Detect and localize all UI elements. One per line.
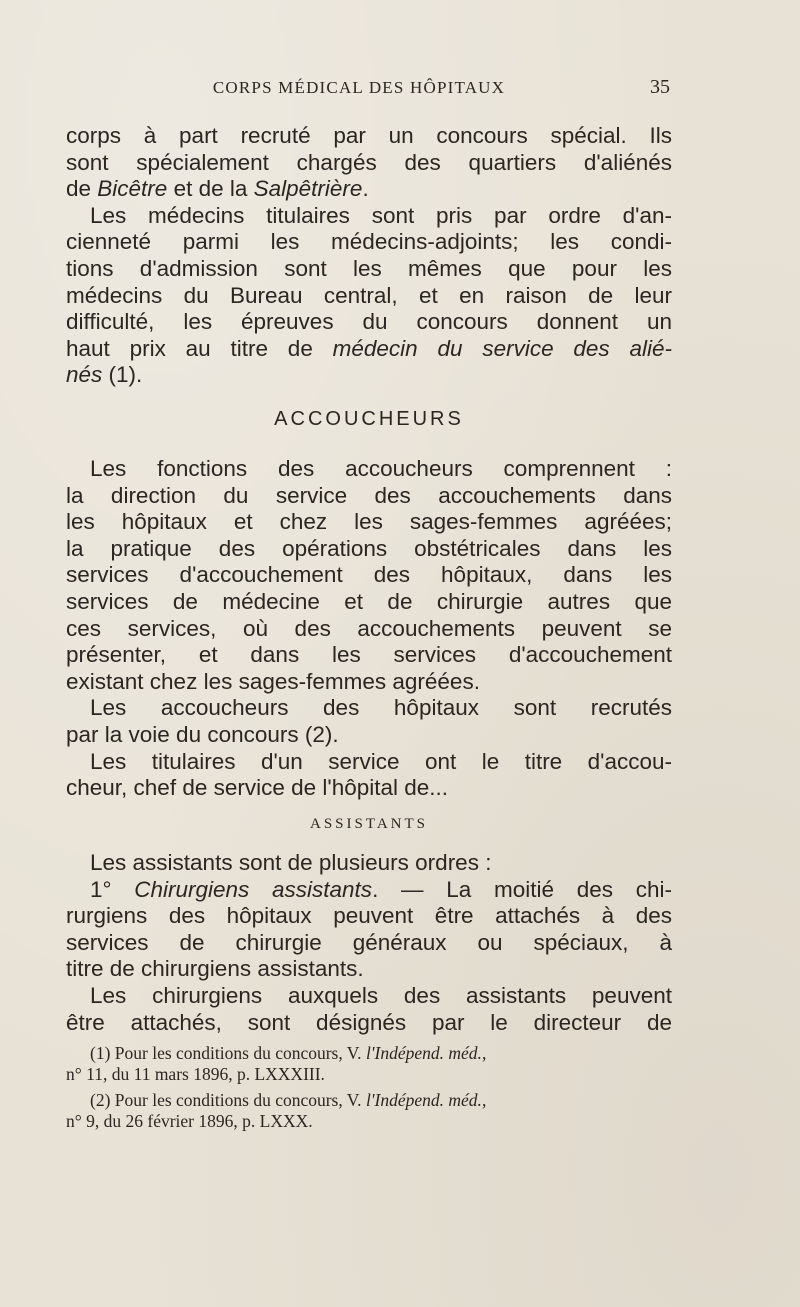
- footnotes: [66, 1043, 672, 1132]
- text-segment: 1°: [90, 876, 135, 902]
- text-line: [66, 877, 672, 904]
- footnote-1-line: [66, 1043, 672, 1064]
- text-line: Les assistants sont de plusieurs ordres :: [90, 850, 492, 875]
- text-line: corps à part recruté par un concours spécial. Ils: [66, 123, 672, 148]
- running-title: CORPS MÉDICAL DES HÔPITAUX: [212, 78, 506, 97]
- text-line: ces services, où des accouchements peuvent se: [66, 615, 672, 641]
- text-segment: haut prix au titre de: [66, 335, 333, 361]
- text-line: Les chirurgiens auxquels des assistants peuvent: [90, 982, 672, 1008]
- text-line: cienneté parmi les médecins-adjoints; les condi-: [66, 229, 672, 255]
- assistants-text: [66, 850, 672, 1036]
- text-line: [66, 336, 672, 363]
- italic-text: nés: [66, 362, 103, 388]
- text-line: services de médecine et de chirurgie autres que: [66, 588, 672, 614]
- text-segment: . — La moitié des chi-: [372, 876, 673, 902]
- italic-text: Bicêtre: [97, 176, 168, 202]
- page-number: 35: [650, 76, 670, 98]
- text-segment: (2) Pour les conditions du concours, V.: [90, 1090, 366, 1110]
- text-line: difficulté, les épreuves du concours donnent un: [66, 309, 672, 335]
- section-heading-assistants: ASSISTANTS: [310, 816, 428, 832]
- text-line: les hôpitaux et chez les sages-femmes agréées;: [66, 509, 672, 535]
- intro-text: [66, 123, 672, 389]
- text-line: titre de chirurgiens assistants.: [66, 956, 364, 982]
- text-line: la direction du service des accouchements dans: [66, 482, 672, 508]
- italic-text: médecin du service des alié-: [332, 335, 672, 361]
- accoucheurs-text: [66, 456, 672, 802]
- footnote-2-line: n° 9, du 26 février 1896, p. LXXX.: [66, 1111, 313, 1131]
- text-line: [66, 176, 672, 203]
- text-segment: (1) Pour les conditions du concours, V.: [90, 1043, 366, 1063]
- italic-text: Chirurgiens assistants: [134, 876, 373, 902]
- text-segment: et de la: [167, 176, 254, 202]
- text-line: être attachés, sont désignés par le directeur de: [66, 1009, 672, 1035]
- text-line: présenter, et dans les services d'accouchement: [66, 642, 672, 668]
- text-line: la pratique des opérations obstétricales dans les: [66, 535, 672, 561]
- text-line: Les accoucheurs des hôpitaux sont recrutés: [90, 695, 672, 721]
- italic-text: Salpêtrière: [253, 176, 363, 202]
- text-line: existant chez les sages-femmes agréées.: [66, 668, 480, 694]
- text-line: [66, 362, 672, 389]
- footnote-2-line: [66, 1090, 672, 1111]
- text-line: tions d'admission sont les mêmes que pour les: [66, 255, 672, 281]
- text-line: sont spécialement chargés des quartiers d'aliénés: [66, 149, 672, 175]
- italic-text: l'Indépend. méd.: [365, 1043, 482, 1063]
- italic-text: l'Indépend. méd.: [365, 1090, 482, 1110]
- text-segment: (1).: [102, 362, 143, 388]
- text-line: Les fonctions des accoucheurs comprennent :: [90, 456, 672, 481]
- text-line: Les titulaires d'un service ont le titre d'accou-: [90, 748, 672, 774]
- text-line: médecins du Bureau central, et en raison de leur: [66, 282, 672, 308]
- text-segment: ,: [481, 1090, 487, 1110]
- text-segment: ,: [481, 1043, 487, 1063]
- text-line: cheur, chef de service de l'hôpital de...: [66, 775, 449, 801]
- text-line: services d'accouchement des hôpitaux, dans les: [66, 562, 672, 588]
- text-line: par la voie du concours (2).: [66, 721, 339, 747]
- text-line: rurgiens des hôpitaux peuvent être attachés à des: [66, 903, 672, 929]
- text-segment: .: [362, 176, 369, 202]
- section-heading-accoucheurs: ACCOUCHEURS: [274, 408, 464, 430]
- text-segment: de: [66, 176, 98, 202]
- text-line: services de chirurgie généraux ou spéciaux, à: [66, 929, 672, 955]
- footnote-1-line: n° 11, du 11 mars 1896, p. LXXXIII.: [66, 1064, 325, 1084]
- text-line: Les médecins titulaires sont pris par ordre d'an-: [90, 202, 672, 228]
